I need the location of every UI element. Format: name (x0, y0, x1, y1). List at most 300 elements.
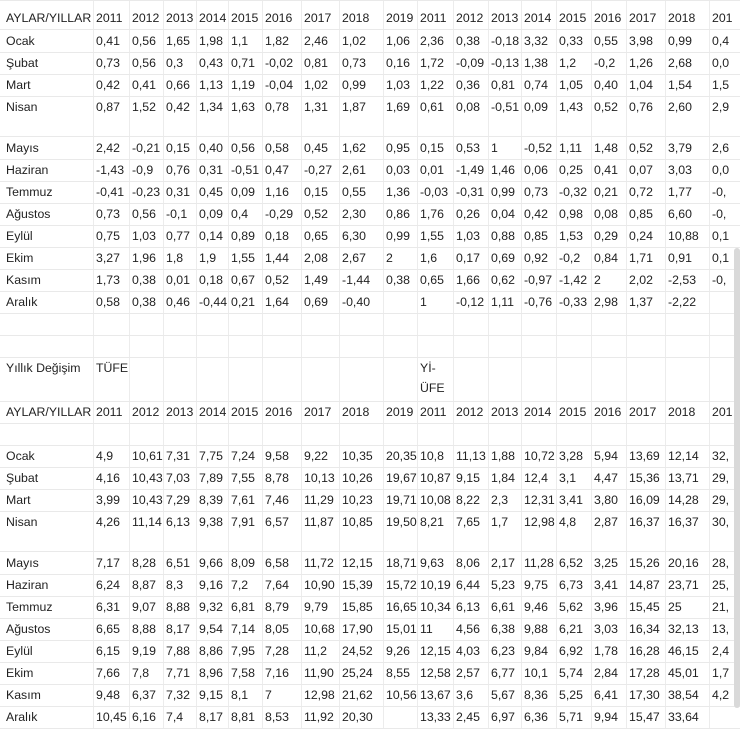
month-label: Ekim (6, 666, 34, 680)
table-row (0, 684, 740, 707)
month-label: Eylül (6, 644, 33, 658)
data-cell: 13,69 (629, 449, 660, 463)
year-header: 201 (712, 11, 733, 25)
data-cell: 1,7 (712, 666, 730, 680)
data-cell: 6,58 (265, 556, 289, 570)
data-cell: 16,37 (629, 515, 660, 529)
year-header: 2014 (199, 405, 227, 419)
data-cell: 20,16 (668, 556, 699, 570)
data-cell: 1,71 (629, 251, 653, 265)
year-header: 2015 (231, 11, 259, 25)
data-cell: 0,31 (199, 163, 223, 177)
data-cell: 2,60 (668, 100, 692, 114)
data-cell: 10,34 (420, 600, 451, 614)
data-cell: 0,89 (231, 229, 255, 243)
data-cell: 10,19 (420, 578, 451, 592)
data-cell: 12,15 (420, 644, 451, 658)
data-cell: 1,98 (199, 34, 223, 48)
year-header: 2018 (342, 405, 370, 419)
empty-row (0, 335, 740, 358)
data-cell: 4,56 (456, 622, 480, 636)
month-label: Kasım (6, 688, 41, 702)
data-cell: 10,61 (132, 449, 163, 463)
data-cell: 13,67 (420, 688, 451, 702)
data-cell: 15,01 (386, 622, 417, 636)
data-cell: 2 (594, 273, 601, 287)
data-cell: 8,96 (199, 666, 223, 680)
data-cell: 7,2 (231, 578, 249, 592)
data-cell: 7,14 (231, 622, 255, 636)
data-cell: 0,15 (166, 141, 190, 155)
data-cell: 0,81 (491, 78, 515, 92)
data-cell: 5,74 (559, 666, 583, 680)
year-header: 2011 (420, 11, 447, 25)
year-header: 2018 (668, 11, 696, 25)
data-cell: 1,06 (386, 34, 410, 48)
data-cell: 15,45 (629, 600, 660, 614)
data-cell: 7,29 (166, 493, 190, 507)
data-cell: 8,22 (456, 493, 480, 507)
year-header: 2019 (386, 405, 414, 419)
data-cell: 2,36 (420, 34, 444, 48)
data-cell: 0,38 (132, 273, 156, 287)
data-cell: 3,28 (559, 449, 583, 463)
data-cell: 19,50 (386, 515, 417, 529)
year-header: 2018 (342, 11, 370, 25)
data-cell: 1,9 (199, 251, 217, 265)
data-cell: 2,68 (668, 56, 692, 70)
data-cell: 1,2 (559, 56, 577, 70)
data-cell: 9,32 (199, 600, 223, 614)
data-cell: 6,57 (265, 515, 289, 529)
data-cell: 10,35 (342, 449, 373, 463)
table-row (0, 489, 740, 512)
data-cell: 1,66 (456, 273, 480, 287)
data-cell: 12,4 (524, 471, 548, 485)
table-row (0, 74, 740, 97)
data-cell: 0,52 (304, 207, 328, 221)
table-row (0, 662, 740, 685)
year-header: 201 (712, 405, 733, 419)
data-cell: 0,09 (524, 100, 548, 114)
data-cell: 8,55 (386, 666, 410, 680)
data-cell: 0,06 (524, 163, 548, 177)
data-cell: 17,30 (629, 688, 660, 702)
data-cell: 2,6 (712, 141, 730, 155)
data-cell: 9,22 (304, 449, 328, 463)
data-cell: 0,0 (712, 56, 730, 70)
data-cell: 13,33 (420, 710, 451, 724)
data-cell: 10,23 (342, 493, 373, 507)
data-cell: 0,41 (594, 163, 618, 177)
data-cell: 7,17 (96, 556, 120, 570)
data-cell: 7,64 (265, 578, 289, 592)
data-cell: 1,37 (629, 295, 653, 309)
data-cell: 4,9 (96, 449, 114, 463)
data-cell: 0,24 (629, 229, 653, 243)
month-label: Haziran (6, 578, 49, 592)
month-label: Temmuz (6, 185, 53, 199)
data-cell: 8,87 (132, 578, 156, 592)
month-label: Aralık (6, 710, 38, 724)
data-cell: 14,28 (668, 493, 699, 507)
year-header: 2017 (304, 405, 332, 419)
data-cell: 16,37 (668, 515, 699, 529)
data-cell: 2,57 (456, 666, 480, 680)
data-cell: 0,47 (265, 163, 289, 177)
data-cell: 8,78 (265, 471, 289, 485)
data-cell: 15,36 (629, 471, 660, 485)
data-cell: 0,99 (386, 229, 410, 243)
data-cell: 6,13 (456, 600, 480, 614)
month-label: Mart (6, 78, 31, 92)
data-cell: 1 (491, 141, 498, 155)
data-cell: -0,97 (524, 273, 553, 287)
year-header: 2016 (594, 405, 622, 419)
data-cell: 17,90 (342, 622, 373, 636)
data-cell: 10,72 (524, 449, 555, 463)
data-cell: 0,72 (629, 185, 653, 199)
data-cell: 4,26 (96, 515, 120, 529)
data-cell: 18,71 (386, 556, 417, 570)
data-cell: 0,18 (199, 273, 223, 287)
data-cell: 7,58 (231, 666, 255, 680)
data-cell: 12,31 (524, 493, 555, 507)
data-cell: 0,16 (386, 56, 410, 70)
tufe-label: TÜFE (96, 361, 129, 375)
data-cell: 9,79 (304, 600, 328, 614)
data-cell: 9,84 (524, 644, 548, 658)
data-cell: 1,04 (629, 78, 653, 92)
data-cell: 8,88 (166, 600, 190, 614)
data-cell: 0,55 (342, 185, 366, 199)
data-cell: 0,17 (456, 251, 480, 265)
year-header: 2015 (231, 405, 259, 419)
data-cell: 12,98 (304, 688, 335, 702)
data-cell: 7,28 (265, 644, 289, 658)
yiufe-label-part1: Yİ- (420, 361, 436, 375)
data-cell: 0,38 (386, 273, 410, 287)
data-cell: -0,27 (304, 163, 333, 177)
data-cell: 1,49 (304, 273, 328, 287)
data-cell: 5,94 (594, 449, 618, 463)
year-header: 2013 (491, 11, 519, 25)
data-cell: 8,81 (231, 710, 255, 724)
data-cell: -0, (712, 185, 727, 199)
data-cell: 7,66 (96, 666, 120, 680)
data-cell: 0,69 (491, 251, 515, 265)
data-cell: -2,53 (668, 273, 697, 287)
data-cell: -0, (712, 207, 727, 221)
data-cell: 0,65 (304, 229, 328, 243)
data-cell: 38,54 (668, 688, 699, 702)
data-cell: 1,87 (342, 100, 366, 114)
data-cell: 2,9 (712, 100, 730, 114)
data-cell: 3,98 (629, 34, 653, 48)
data-cell: -1,43 (96, 163, 125, 177)
data-cell: 1,69 (386, 100, 410, 114)
header-row (0, 401, 740, 424)
data-cell: 1,48 (594, 141, 618, 155)
data-cell: 0,56 (231, 141, 255, 155)
vertical-scrollbar[interactable] (734, 248, 740, 708)
data-cell: -0,2 (559, 251, 581, 265)
month-label: Kasım (6, 273, 41, 287)
month-label: Ocak (6, 34, 35, 48)
data-cell: 6,41 (594, 688, 618, 702)
data-cell: 6,13 (166, 515, 190, 529)
data-cell: 0,40 (594, 78, 618, 92)
data-cell: 1,76 (420, 207, 444, 221)
data-cell: 9,75 (524, 578, 548, 592)
data-cell: 0,21 (594, 185, 618, 199)
data-cell: 3,1 (559, 471, 577, 485)
data-cell: 1,55 (231, 251, 255, 265)
data-cell: -0,44 (199, 295, 228, 309)
data-cell: 1,16 (265, 185, 289, 199)
data-cell: 1,52 (132, 100, 156, 114)
data-cell: 1,11 (491, 295, 515, 309)
data-cell: 11,29 (304, 493, 334, 507)
section-label-row (0, 357, 740, 402)
data-cell: 0,15 (304, 185, 328, 199)
table-row (0, 225, 740, 248)
data-cell: -0,13 (491, 56, 520, 70)
data-cell: 3,99 (96, 493, 120, 507)
data-cell: 9,19 (132, 644, 156, 658)
header-row (0, 7, 740, 30)
data-cell: 8,21 (420, 515, 444, 529)
data-cell: -0,29 (265, 207, 294, 221)
data-cell: 1,02 (304, 78, 328, 92)
year-header: 2017 (304, 11, 332, 25)
data-cell: 2,98 (594, 295, 618, 309)
data-cell: 6,81 (231, 600, 255, 614)
data-cell: 3,25 (594, 556, 618, 570)
data-cell: 8,88 (132, 622, 156, 636)
data-cell: 6,51 (166, 556, 190, 570)
data-cell: 0,95 (386, 141, 410, 155)
data-cell: 4,8 (559, 515, 577, 529)
year-header: 2018 (668, 405, 696, 419)
data-cell: 7,75 (199, 449, 223, 463)
data-cell: 3,41 (594, 578, 618, 592)
data-cell: 9,94 (594, 710, 618, 724)
data-cell: 9,88 (524, 622, 548, 636)
data-cell: 6,38 (491, 622, 515, 636)
data-cell: -2,22 (668, 295, 697, 309)
year-header: 2011 (96, 11, 123, 25)
year-header: 2017 (629, 11, 657, 25)
month-label: Haziran (6, 163, 49, 177)
data-cell: 2,61 (342, 163, 366, 177)
data-cell: 15,39 (342, 578, 373, 592)
data-cell: 0,56 (132, 34, 156, 48)
data-cell: 25 (668, 600, 682, 614)
data-cell: 20,35 (386, 449, 417, 463)
data-cell: 10,88 (668, 229, 699, 243)
data-cell: 5,23 (491, 578, 515, 592)
data-cell: 3,80 (594, 493, 618, 507)
data-cell: 7,71 (166, 666, 190, 680)
data-cell: 6,30 (342, 229, 366, 243)
data-cell: -0,23 (132, 185, 161, 199)
year-header: 2014 (199, 11, 227, 25)
data-cell: 3,32 (524, 34, 548, 48)
data-cell: 0,58 (265, 141, 289, 155)
data-cell: 10,56 (386, 688, 417, 702)
data-cell: 46,15 (668, 644, 699, 658)
data-cell: 0,52 (265, 273, 289, 287)
data-cell: 20,30 (342, 710, 373, 724)
data-cell: 16,34 (629, 622, 660, 636)
data-cell: 6,73 (559, 578, 583, 592)
data-cell: 7,4 (166, 710, 184, 724)
data-cell: 10,08 (420, 493, 451, 507)
data-cell: -0,76 (524, 295, 553, 309)
data-cell: 0,65 (420, 273, 444, 287)
data-cell: 1 (420, 295, 427, 309)
year-header: 2012 (456, 405, 484, 419)
data-cell: -0,21 (132, 141, 161, 155)
data-cell: 6,61 (491, 600, 515, 614)
year-header: 2012 (456, 11, 484, 25)
data-cell: 6,37 (132, 688, 156, 702)
data-cell: 4,16 (96, 471, 120, 485)
month-label: Mayıs (6, 141, 39, 155)
data-cell: 1,5 (712, 78, 730, 92)
section-label: Yıllık Değişim (6, 361, 81, 375)
data-cell: 9,66 (199, 556, 223, 570)
data-cell: 0,42 (166, 100, 190, 114)
data-cell: 3,6 (456, 688, 474, 702)
data-cell: 9,15 (456, 471, 480, 485)
data-cell: 5,25 (559, 688, 583, 702)
table-row (0, 706, 740, 729)
month-label: Ekim (6, 251, 34, 265)
data-cell: 10,87 (420, 471, 451, 485)
data-cell: 29, (712, 471, 730, 485)
data-cell: 1,13 (199, 78, 223, 92)
data-cell: 0,84 (594, 251, 618, 265)
data-cell: 10,90 (304, 578, 335, 592)
data-cell: 0,25 (559, 163, 583, 177)
data-cell: -0,33 (559, 295, 588, 309)
year-header: 2017 (629, 405, 657, 419)
data-cell: 9,54 (199, 622, 223, 636)
data-cell: 1,44 (265, 251, 289, 265)
data-cell: 9,15 (199, 688, 223, 702)
data-cell: 8,17 (166, 622, 190, 636)
year-header: 2013 (166, 11, 194, 25)
year-header: 2016 (265, 405, 293, 419)
data-cell: 0,56 (132, 56, 156, 70)
data-cell: 1,8 (166, 251, 184, 265)
data-cell: 24,52 (342, 644, 373, 658)
empty-row (0, 423, 740, 446)
data-cell: 6,77 (491, 666, 515, 680)
data-cell: 0,99 (668, 34, 692, 48)
year-header: 2016 (265, 11, 293, 25)
data-cell: 1,64 (265, 295, 289, 309)
data-cell: 5,62 (559, 600, 583, 614)
data-cell: -0, (712, 273, 727, 287)
data-cell: 0,09 (231, 185, 255, 199)
data-cell: 1,62 (342, 141, 366, 155)
data-cell: 15,47 (629, 710, 660, 724)
table-row (0, 618, 740, 641)
data-cell: 2,30 (342, 207, 366, 221)
data-cell: 1,63 (231, 100, 255, 114)
data-cell: 7,88 (166, 644, 190, 658)
table-row (0, 511, 740, 552)
data-cell: 0,43 (199, 56, 223, 70)
year-header: 2013 (166, 405, 194, 419)
data-cell: 7,46 (265, 493, 289, 507)
data-cell: 0,81 (304, 56, 328, 70)
table-row (0, 467, 740, 490)
data-cell: 0,73 (96, 207, 120, 221)
data-cell: 0,1 (712, 229, 730, 243)
data-cell: 12,58 (420, 666, 451, 680)
data-cell: 13,71 (668, 471, 699, 485)
data-cell: 1,03 (132, 229, 156, 243)
data-cell: 0,99 (342, 78, 366, 92)
data-cell: 0,04 (491, 207, 515, 221)
data-cell: 6,44 (456, 578, 480, 592)
year-header: 2012 (132, 11, 160, 25)
data-cell: 4,2 (712, 688, 730, 702)
data-cell: 17,28 (629, 666, 660, 680)
data-cell: 0,18 (265, 229, 289, 243)
data-cell: 0,73 (96, 56, 120, 70)
data-cell: 0,46 (166, 295, 190, 309)
data-cell: 8,53 (265, 710, 289, 724)
data-cell: 6,36 (524, 710, 548, 724)
year-header: 2014 (524, 11, 552, 25)
data-cell: 0,67 (231, 273, 255, 287)
table-row (0, 181, 740, 204)
data-cell: 11,14 (132, 515, 162, 529)
data-cell: 1,53 (559, 229, 583, 243)
data-cell: 0,98 (559, 207, 583, 221)
data-cell: 9,58 (265, 449, 289, 463)
data-cell: 0,77 (166, 229, 190, 243)
table-row (0, 30, 740, 53)
data-cell: 8,79 (265, 600, 289, 614)
data-cell: 1,96 (132, 251, 156, 265)
table-row (0, 203, 740, 226)
data-cell: 0,91 (668, 251, 692, 265)
table-row (0, 269, 740, 292)
data-cell: 2,67 (342, 251, 366, 265)
data-cell: 0,29 (594, 229, 618, 243)
data-cell: 6,65 (96, 622, 120, 636)
data-cell: -0,18 (491, 34, 520, 48)
data-cell: 9,07 (132, 600, 156, 614)
month-label: Ağustos (6, 622, 51, 636)
data-cell: 3,79 (668, 141, 692, 155)
data-cell: 1,46 (491, 163, 515, 177)
data-cell: 1,77 (668, 185, 692, 199)
data-cell: 0,36 (456, 78, 480, 92)
data-cell: 7,65 (456, 515, 480, 529)
data-cell: 7,8 (132, 666, 150, 680)
data-cell: 8,3 (166, 578, 184, 592)
data-cell: 3,03 (668, 163, 692, 177)
header-label: AYLAR/YILLAR (6, 11, 92, 25)
data-cell: -0,2 (594, 56, 616, 70)
